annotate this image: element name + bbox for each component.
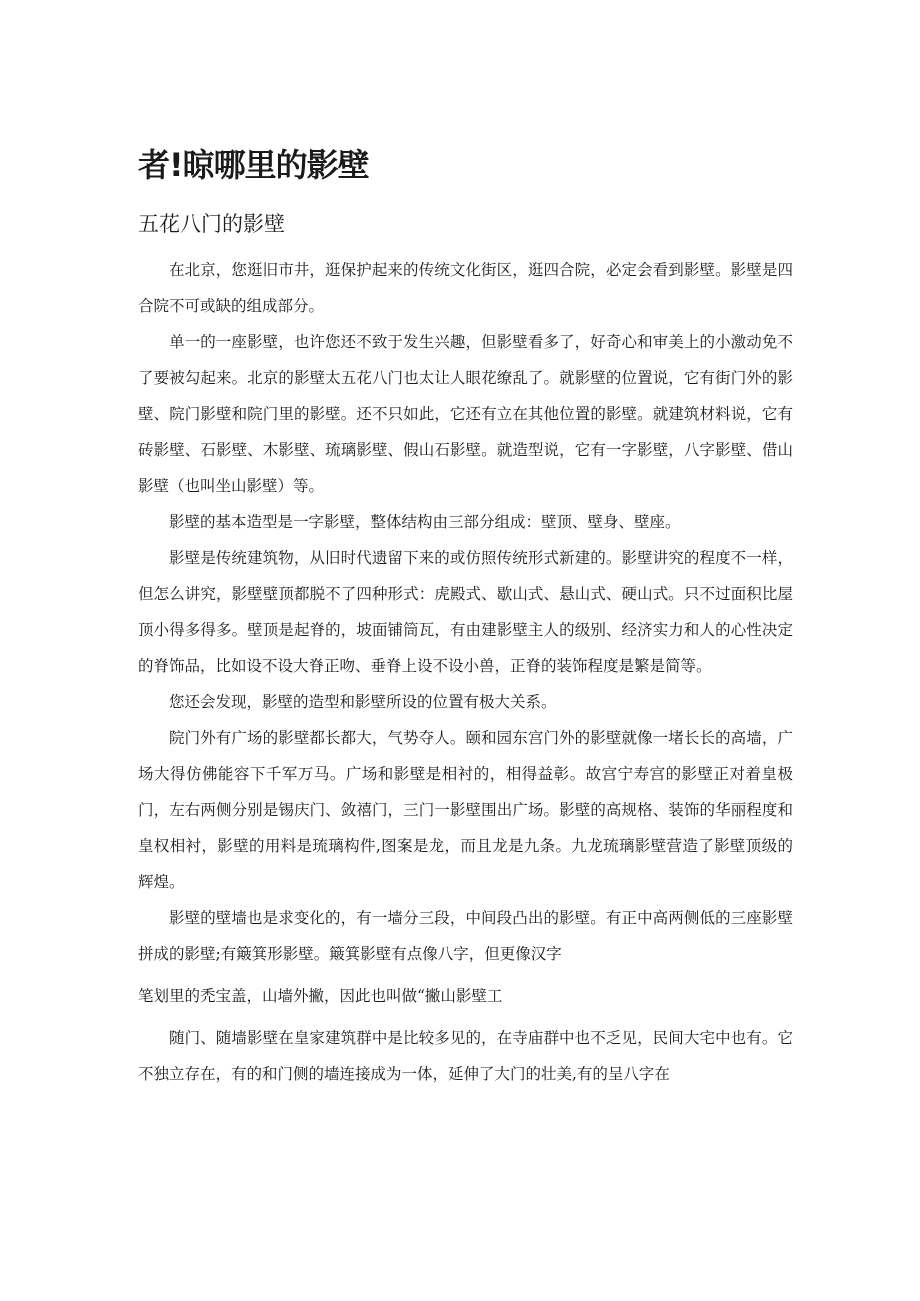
paragraph: 您还会发现，影壁的造型和影壁所设的位置有极大关系。: [169, 693, 557, 711]
paragraph: 笔划里的禿宝盖，山墙外撇，因此也叫做“撇山影壁工: [138, 987, 503, 1005]
paragraph: 影壁的基本造型是一字影壁，整体结构由三部分组成：壁顶、壁身、壁座。: [169, 513, 681, 531]
paragraph: 单一的一座影壁，也许您还不致于发生兴趣，但影壁看多了，好奇心和审美上的小激动免不了要被勾起来。北京的影壁太五花八门也太让人眼花缭乱了。就影壁的位置说，它有街门外的影壁、院门影壁和院门里的影壁。还不只如此，它还有立在其他位置的影壁。就建筑材料说，它有砖影壁、石影壁、木影壁、琉璃影壁、假山石影壁。就造型说，它有一字影壁，八字影壁、借山影壁（也叫坐山影壁）等。: [138, 333, 793, 495]
paragraph: 影壁的壁墙也是求变化的，有一墙分三段，中间段凸出的影壁。有正中高两侧低的三座影壁拼成的影壁;有簸箕形影壁。簸箕影壁有点像八字，但更像汉字: [138, 909, 793, 963]
paragraph: 院门外有广场的影壁都长都大，气势夺人。颐和园东宫门外的影壁就像一堵长长的高墙，广场大得仿佛能容下千军万马。广场和影壁是相衬的，相得益彰。故宫宁寿宫的影壁正对着皇极门，左右两侧分别是锡庆门、敛禧门，三门一影壁围出广场。影壁的高规格、装饰的华丽程度和皇权相衬，影壁的用料是琉璃构件,图案是龙，而且龙是九条。九龙琉璃影壁营造了影壁顶级的辉煌。: [138, 729, 793, 891]
page-title: 者!晾哪里的影壁: [138, 146, 369, 184]
article-body: [138, 252, 793, 1092]
paragraph: 随门、随墙影壁在皇家建筑群中是比较多见的，在寺庙群中也不乏见，民间大宅中也有。它不独立存在，有的和门侧的墙连接成为一体，延伸了大门的壮美,有的呈八字在: [138, 1029, 793, 1083]
paragraph: 在北京，您逛旧市井，逛保护起来的传统文化街区，逛四合院，必定会看到影壁。影壁是四合院不可或缺的组成部分。: [138, 261, 793, 315]
paragraph: 影壁是传统建筑物，从旧时代遗留下来的或仿照传统形式新建的。影壁讲究的程度不一样，但怎么讲究，影壁壁顶都脱不了四种形式：虎殿式、歇山式、悬山式、硬山式。只不过面积比屋顶小得多得多。壁顶是起脊的，坡面铺筒瓦，有由建影壁主人的级别、经济实力和人的心性决定的脊饰品，比如设不设大脊正吻、垂脊上设不设小兽，正脊的装饰程度是繁是简等。: [138, 549, 793, 675]
section-subtitle: 五花八门的影壁: [138, 212, 285, 236]
